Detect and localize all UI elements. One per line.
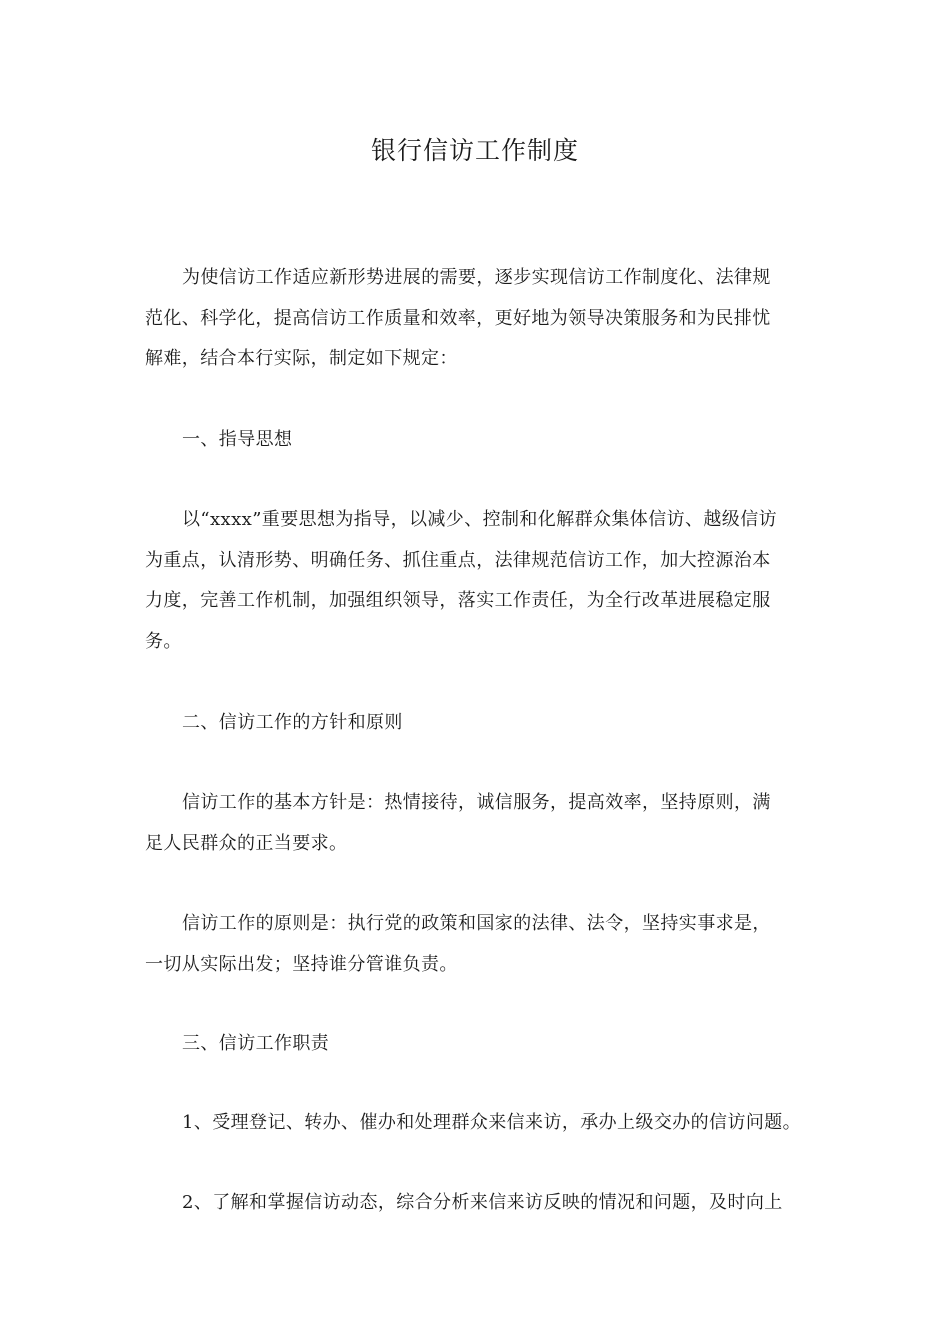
paragraph-line: 力度，完善工作机制，加强组织领导，落实工作责任，为全行改革进展稳定服	[145, 590, 771, 611]
section-heading-text: 二、信访工作的方针和原则	[182, 712, 403, 733]
paragraph-line: 为重点，认清形势、明确任务、抓住重点，法律规范信访工作，加大控源治本	[145, 549, 771, 571]
section2-heading	[145, 703, 810, 744]
section2-paragraph-2	[145, 904, 810, 985]
list-item-text: 1、受理登记、转办、催办和处理群众来信来访，承办上级交办的信访问题。	[182, 1112, 802, 1133]
paragraph-line: 足人民群众的正当要求。	[145, 832, 348, 854]
section1-heading	[145, 420, 810, 461]
section3-item-1	[145, 1103, 810, 1144]
section3-heading	[145, 1024, 810, 1065]
section1-paragraph	[145, 500, 810, 662]
section2-paragraph-1	[145, 783, 810, 864]
intro-line: 解难，结合本行实际，制定如下规定：	[145, 348, 458, 369]
section3-item-2	[145, 1183, 810, 1224]
intro-paragraph	[145, 258, 810, 380]
document-title: 银行信访工作制度	[370, 136, 579, 165]
paragraph-line: 信访工作的原则是：执行党的政策和国家的法律、法令，坚持实事求是，	[182, 913, 771, 934]
paragraph-line: 一切从实际出发；坚持谁分管谁负责。	[145, 953, 458, 975]
list-item-text: 2、了解和掌握信访动态，综合分析来信来访反映的情况和问题，及时向上	[182, 1192, 783, 1213]
paragraph-line: 以“xxxx”重要思想为指导，以减少、控制和化解群众集体信访、越级信访	[182, 509, 778, 530]
section-heading-text: 三、信访工作职责	[182, 1033, 330, 1054]
paragraph-line: 务。	[145, 630, 182, 652]
intro-line: 范化、科学化，提高信访工作质量和效率，更好地为领导决策服务和为民排忧	[145, 307, 771, 329]
intro-line: 为使信访工作适应新形势进展的需要，逐步实现信访工作制度化、法律规	[182, 267, 771, 288]
section-heading-text: 一、指导思想	[182, 429, 293, 450]
paragraph-line: 信访工作的基本方针是：热情接待，诚信服务，提高效率，坚持原则，满	[182, 792, 771, 813]
